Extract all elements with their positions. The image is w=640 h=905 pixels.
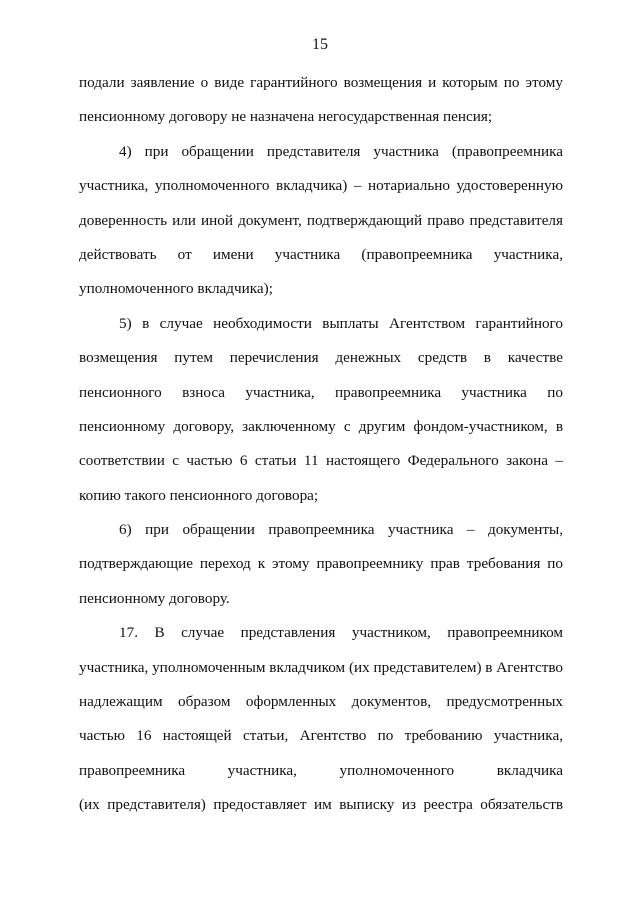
text-line: пенсионному договору, заключенному с другим фондом-участником, в xyxy=(79,417,563,435)
text-line: участника, уполномоченным вкладчиком (их представителем) в Агентство xyxy=(79,658,563,676)
text-line: участника, уполномоченного вкладчика) – нотариально удостоверенную xyxy=(79,177,563,195)
text-line: уполномоченного вкладчика); xyxy=(79,280,273,298)
text-line: (их представителя) предоставляет им выписку из реестра обязательств xyxy=(79,796,563,814)
text-line: доверенность или иной документ, подтверждающий право представителя xyxy=(79,211,563,229)
body-text xyxy=(79,73,563,830)
text-line: правопреемника участника, уполномоченного вкладчика xyxy=(79,761,563,779)
text-line: действовать от имени участника (правопреемника участника, xyxy=(79,245,563,263)
text-line: подали заявление о виде гарантийного возмещения и которым по этому xyxy=(79,74,563,91)
text-line: 4) при обращении представителя участника (правопреемника xyxy=(119,142,563,160)
text-line: надлежащим образом оформленных документов, предусмотренных xyxy=(79,693,563,711)
text-line: 6) при обращении правопреемника участника – документы, xyxy=(119,521,563,539)
text-line: пенсионного взноса участника, правопреемника участника по xyxy=(79,383,563,401)
text-line: пенсионному договору не назначена негосударственная пенсия; xyxy=(79,108,493,126)
text-line: возмещения путем перечисления денежных средств в качестве xyxy=(79,349,563,367)
text-line: подтверждающие переход к этому правопреемнику прав требования по xyxy=(79,555,563,573)
page-number: 15 xyxy=(312,36,328,53)
text-line: 5) в случае необходимости выплаты Агентством гарантийного xyxy=(119,314,563,332)
text-line: частью 16 настоящей статьи, Агентство по требованию участника, xyxy=(79,727,563,745)
text-line: копию такого пенсионного договора; xyxy=(79,486,319,504)
text-line: соответствии с частью 6 статьи 11 настоящего Федерального закона – xyxy=(79,452,563,470)
text-line: 17. В случае представления участником, правопреемником xyxy=(119,624,563,642)
text-line: пенсионному договору. xyxy=(79,589,230,607)
